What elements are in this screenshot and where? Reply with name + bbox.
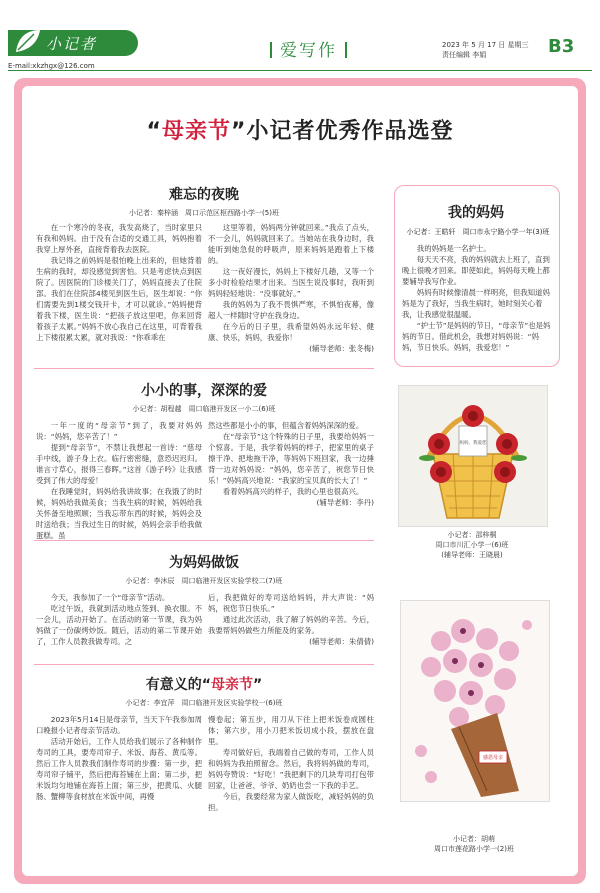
article-body: 一年一度的“母亲节”到了，我要对妈妈说：“妈妈，您辛苦了！” 提到“母亲节”，不禁让我想起一首诗：“慈母手中线，游子身上衣。临行密密缝，意恐迟迟归。谁言寸草心，报得三春晖。”这首《游子吟》让我感受到了伟大的母爱！ 在我睡觉时，妈妈给我讲故事；在我饿了的时候，妈妈给我做美食；当我生病的时候，妈妈给我关怀备至地照顾；当我忘带东西的时候，妈妈会及时送给我；当我过生日的时候，妈妈会亲手给我做蛋糕。虽 — [36, 421, 202, 540]
picture-caption: 小记者：胡萌 周口市莲花路小学一(2)班 — [434, 835, 514, 853]
leaf-logo-icon — [12, 26, 42, 56]
card-text: 感恩母亲 — [482, 755, 504, 761]
article-title: 难忘的夜晚 — [169, 187, 239, 203]
brand-name: 小记者 — [46, 35, 98, 53]
title-highlight: 母亲节 — [161, 119, 231, 144]
section-title: 爱写作 — [280, 41, 337, 61]
picture-caption: 小记者：邵梓桐 周口市川汇小学一(6)班 (辅导老师：王晓晨) — [435, 531, 509, 559]
article-body: 这里等着，妈妈两分钟就回来。”我点了点头，不一会儿，妈妈就回来了。当她站在我身边时，我能听到她急促的呼吸声，原来妈妈是跑着上下楼的。 这一夜好漫长，妈妈上下楼好几趟，又等一个多小时检验结果才出来。当医生说没事时，我听到妈妈轻轻地说：“没事就好。” 我的妈妈为了我不畏惧严寒，不惧怕夜幕，像超人一样随时守护在我身边。 在今后的日子里，我希望妈妈永远年轻、健康、快乐，妈妈，我爱你！ (辅导老师：张冬梅) — [208, 223, 374, 353]
editor-info: 责任编辑 李娟 — [442, 51, 487, 59]
article-byline: 小记者：李沐辰 周口临港开发区实验学校二(7)班 — [125, 577, 283, 585]
teacher-credit: (辅导老师：李丹) — [316, 498, 374, 507]
divider — [34, 664, 374, 665]
article-title: 小小的事，深深的爱 — [141, 383, 267, 399]
page-title: “母亲节”小记者优秀作品选登 — [146, 119, 454, 144]
article-body: 后，我把做好的寿司送给妈妈，并大声说：“妈妈，祝您节日快乐。” 通过此次活动，我了解了妈妈的辛苦。今后，我要帮妈妈做些力所能及的家务。 (辅导老师：朱倩倩) — [208, 593, 374, 646]
email-address: E-mail:xkzhgx@126.com — [8, 62, 95, 70]
article-title: 我的妈妈 — [448, 205, 504, 221]
teacher-credit: (辅导老师：张冬梅) — [309, 344, 374, 353]
divider — [34, 368, 374, 369]
divider — [34, 540, 374, 541]
divider — [345, 42, 347, 58]
teacher-credit: (辅导老师：朱倩倩) — [309, 637, 374, 646]
header-rule — [8, 70, 592, 71]
article-body: 在一个寒冷的冬夜，我发高烧了，当时家里只有我和妈妈。由于没有合适的交通工具，妈妈抱着我穿上厚外套，直接背着我去医院。 我记得之前妈妈是很怕晚上出来的，但她背着生病的我时，却没感觉到害怕。只是考虑快点到医院了。因医院的门诊楼关门了，妈妈直接去了住院部。我们在住院部4楼见到医生后，医生却说：“你们需要先到1楼交钱开卡，才可以就诊。”妈妈便背着我下楼，医生说：“把孩子放这里吧，你来回背着孩子太累。”妈妈不放心我自己在这里，可背着我上下楼很累太累，就对我说：“你乖乖在 — [36, 223, 202, 342]
article-title: 有意义的“母亲节” — [145, 677, 263, 693]
date-info — [442, 40, 529, 60]
issue-date: 2023 年 5 月 17 日 星期三 — [442, 41, 529, 49]
article-byline: 小记者：李宜萍 周口临港开发区实验学校一(6)班 — [125, 699, 283, 707]
flower-basket-drawing — [398, 385, 548, 527]
article-title: 为妈妈做饭 — [169, 555, 239, 571]
page-number: B3 — [548, 36, 575, 57]
article-body: 2023年5月14日是母亲节，当天下午我参加周口晚报小记者母亲节活动。 活动开始后，工作人员给我们展示了各种制作寿司的工具，要寿司帘子、米饭、海苔、黄瓜等。然后工作人员教我们制作寿司的步骤：第一步，把寿司帘子铺平，然后把海苔铺在上面；第二步，把米饭均匀地铺在海苔上面；第三步，把黄瓜、火腿肠、蟹柳等食材放在米饭中间，再慢 — [36, 715, 202, 801]
article-body: 今天，我参加了一个“母亲节”活动。 吃过午饭，我就到活动地点签到、换衣服。不一会儿，活动开始了。在活动的第一节课，我为妈妈做了一份碳烤炒饭。随后，活动的第二节课开始了，工作人员教我做寿司。之 — [36, 593, 202, 646]
flower-basket-icon — [399, 386, 547, 526]
article-body: 然这些都是小小的事，但蕴含着妈妈深深的爱。 在“母亲节”这个特殊的日子里，我要给妈妈一个惊喜。于是，我学着妈妈的样子，把家里的桌子擦干净、把地拖干净，等妈妈下班回家，我一边捶背一边对妈妈说：“妈妈，您辛苦了，祝您节日快乐！”妈妈高兴地说：“我家的宝贝真的长大了！” 看着妈妈高兴的样子，我的心里也很高兴。 (辅导老师：李丹) — [208, 421, 374, 507]
article-byline: 小记者：王皓轩 周口市永宁路小学一年(3)班 — [406, 228, 550, 236]
article-byline: 小记者：胡程越 周口临港开发区一小二(6)班 — [132, 405, 276, 413]
article-byline: 小记者：秦梓涵 周口示范区枢西路小学一(5)班 — [129, 209, 279, 217]
masthead-banner — [8, 30, 138, 56]
bouquet-icon — [401, 601, 549, 801]
article-body: 我的妈妈是一名护士。 每天天不亮，我的妈妈就去上班了，直到晚上很晚才回来。即使如此，妈妈每天晚上都要辅导我写作业。 妈妈有时候像清晨一样明亮，但我知道妈妈是为了我好，当我生病时，她时刻关心着我，让我感觉很温暖。 “护士节”是妈妈的节日，“母亲节”也是妈妈的节日。借此机会，我想对妈妈说：“妈妈，节日快乐。妈妈，我爱您！” — [402, 244, 551, 352]
card-text: 妈妈，我爱您 — [459, 441, 487, 446]
section-header — [262, 36, 355, 61]
divider — [270, 42, 272, 58]
bouquet-drawing — [400, 600, 550, 802]
article-body: 慢卷起；第五步，用刀从下往上把米饭卷成圆柱体；第六步，用小刀把米饭切成小段，摆放在盘里。 寿司做好后，我端着自己做的寿司，工作人员和妈妈为我拍照留念。然后，我将妈妈做的寿司，妈妈夸赞说：“好吃！”我把剩下的几块寿司打包带回家，让爸爸、爷爷、奶奶也尝一下我的手艺。 今后，我要经常为家人做饭吃，减轻妈妈的负担。 — [208, 715, 374, 812]
